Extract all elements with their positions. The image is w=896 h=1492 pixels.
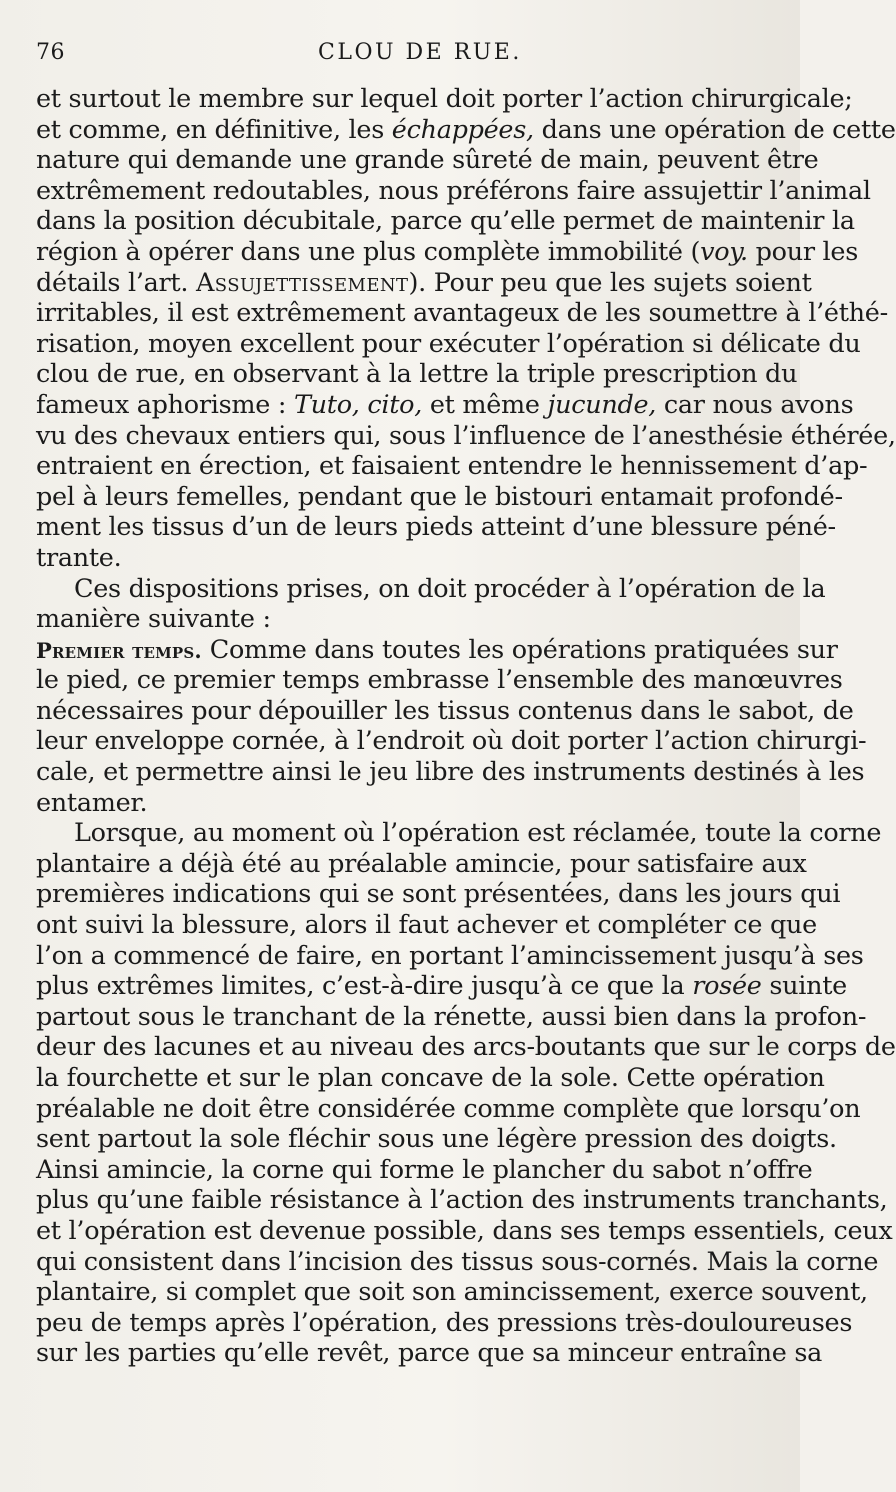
text-run: sur les parties qu’elle revêt, parce que sa minceur entraîne sa bbox=[36, 1338, 823, 1369]
text-run: et même bbox=[422, 389, 548, 420]
text-line bbox=[36, 114, 896, 146]
text-line bbox=[36, 1032, 896, 1063]
text-run: leur enveloppe cornée, à l’endroit où doit porter l’action chirurgi- bbox=[36, 726, 867, 757]
text-run: entraient en érection, et faisaient entendre le hennissement d’ap- bbox=[36, 451, 868, 482]
text-line bbox=[36, 451, 868, 482]
text-run: risation, moyen excellent pour exécuter l’opération si délicate du bbox=[36, 328, 861, 359]
running-title: CLOU DE RUE. bbox=[318, 40, 522, 65]
text-run: région à opérer dans une plus complète immobilité ( bbox=[36, 236, 701, 267]
text-line bbox=[36, 1307, 853, 1339]
text-line bbox=[36, 971, 847, 1002]
text-run: cale, et permettre ainsi le jeu libre des instruments destinés à les bbox=[36, 757, 865, 788]
text-line bbox=[36, 1277, 868, 1308]
text-run: plantaire, si complet que soit son amincissement, exerce souvent, bbox=[36, 1277, 868, 1308]
text-run: vu des chevaux entiers qui, sous l’influence de l’anesthésie éthérée, bbox=[36, 420, 896, 451]
text-run: et surtout le membre sur lequel doit porter l’action chirurgicale; bbox=[36, 84, 853, 114]
text-line bbox=[36, 695, 854, 727]
text-run: dans la position décubitale, parce qu’elle permet de maintenir la bbox=[36, 206, 855, 237]
text-run: préalable ne doit être considérée comme complète que lorsqu’on bbox=[36, 1093, 861, 1124]
text-run: peu de temps après l’opération, des pressions très-douloureuses bbox=[36, 1307, 853, 1338]
text-run: Lorsque, au moment où l’opération est réclamée, toute la corne bbox=[74, 818, 882, 849]
text-run: et l’opération est devenue possible, dans ses temps essentiels, ceux bbox=[36, 1215, 893, 1246]
italic-text: Tuto, cito, bbox=[293, 389, 423, 420]
text-run: et comme, en définitive, les bbox=[36, 114, 392, 145]
text-run: partout sous le tranchant de la rénette, aussi bien dans la profon- bbox=[36, 1001, 867, 1032]
text-run: Ainsi amincie, la corne qui forme le plancher du sabot n’offre bbox=[36, 1154, 813, 1185]
text-run: ment les tissus d’un de leurs pieds atteint d’une blessure péné- bbox=[36, 512, 836, 543]
text-line bbox=[36, 1063, 825, 1094]
text-run: entamer. bbox=[36, 787, 148, 818]
text-run: irritables, il est extrêmement avantageux de les soumettre à l’éthé- bbox=[36, 298, 888, 329]
text-line bbox=[36, 328, 861, 360]
text-run: extrêmement redoutables, nous préférons faire assujettir l’animal bbox=[36, 175, 871, 206]
text-run: trante. bbox=[36, 542, 122, 573]
page-header bbox=[36, 40, 786, 84]
text-line bbox=[36, 236, 858, 268]
text-line bbox=[36, 84, 853, 115]
text-run: Comme dans toutes les opérations pratiquées sur bbox=[201, 634, 838, 665]
text-line bbox=[36, 1001, 867, 1033]
text-run: qui consistent dans l’incision des tissus sous-cornés. Mais la corne bbox=[36, 1246, 879, 1277]
text-line bbox=[36, 1093, 861, 1125]
text-run: Ces dispositions prises, on doit procéder à l’opération de la bbox=[74, 573, 826, 604]
section-lead: Premier temps. bbox=[36, 637, 202, 663]
text-run: l’on a commencé de faire, en portant l’amincissement jusqu’à ses bbox=[36, 940, 864, 971]
text-run: suinte bbox=[761, 971, 847, 1002]
text-run: plus extrêmes limites, c’est-à-dire jusqu’à ce que la bbox=[36, 971, 693, 1002]
text-run: plantaire a déjà été au préalable amincie, pour satisfaire aux bbox=[36, 848, 807, 879]
text-run: fameux aphorisme : bbox=[36, 389, 294, 420]
text-line bbox=[36, 848, 807, 880]
text-line bbox=[36, 420, 896, 452]
text-run: deur des lacunes et au niveau des arcs-boutants que sur le corps de bbox=[36, 1032, 896, 1063]
text-run: le pied, ce premier temps embrasse l’ensemble des manœuvres bbox=[36, 665, 843, 696]
text-line bbox=[36, 1338, 823, 1369]
text-run: dans une opération de cette bbox=[533, 114, 896, 145]
small-caps-text: Assujettissement bbox=[195, 267, 409, 298]
text-line bbox=[36, 1185, 888, 1216]
text-run: détails l’art. bbox=[36, 267, 196, 298]
text-line bbox=[36, 910, 817, 941]
text-run: car nous avons bbox=[656, 389, 854, 420]
text-line bbox=[36, 879, 841, 910]
text-line bbox=[36, 206, 855, 237]
text-line bbox=[36, 818, 882, 849]
italic-text: échappées, bbox=[391, 114, 534, 145]
text-line bbox=[36, 757, 865, 788]
text-line bbox=[36, 298, 888, 329]
text-run: premières indications qui se sont présentées, dans les jours qui bbox=[36, 879, 841, 910]
page-number: 76 bbox=[36, 40, 65, 65]
text-line bbox=[36, 788, 786, 819]
text-run: ont suivi la blessure, alors il faut achever et compléter ce que bbox=[36, 910, 817, 941]
text-run: pel à leurs femelles, pendant que le bistouri entamait profondé- bbox=[36, 481, 843, 512]
text-line bbox=[36, 634, 838, 666]
text-run: nécessaires pour dépouiller les tissus contenus dans le sabot, de bbox=[36, 695, 854, 726]
text-run: pour les bbox=[747, 236, 858, 267]
text-run: manière suivante : bbox=[36, 604, 271, 635]
text-line bbox=[36, 604, 786, 635]
text-line bbox=[36, 665, 843, 696]
text-line bbox=[36, 543, 786, 574]
italic-text: voy. bbox=[700, 236, 748, 267]
text-line bbox=[36, 359, 798, 390]
text-line bbox=[36, 573, 826, 605]
text-run: sent partout la sole fléchir sous une légère pression des doigts. bbox=[36, 1124, 837, 1155]
text-run: plus qu’une faible résistance à l’action des instruments tranchants, bbox=[36, 1185, 888, 1216]
text-run: la fourchette et sur le plan concave de la sole. Cette opération bbox=[36, 1063, 825, 1093]
text-run: ). Pour peu que les sujets soient bbox=[408, 267, 812, 298]
text-line bbox=[36, 1246, 879, 1278]
text-run: nature qui demande une grande sûreté de main, peuvent être bbox=[36, 145, 819, 176]
text-line bbox=[36, 481, 843, 513]
italic-text: jucunde, bbox=[547, 389, 657, 420]
body-text bbox=[36, 84, 896, 1369]
text-line bbox=[36, 512, 836, 543]
text-line bbox=[36, 1215, 893, 1247]
text-line bbox=[36, 726, 867, 757]
text-line bbox=[36, 1154, 813, 1186]
text-line bbox=[36, 175, 871, 207]
text-line bbox=[36, 1124, 837, 1155]
text-line bbox=[36, 145, 819, 176]
text-line bbox=[36, 267, 812, 299]
text-line bbox=[36, 389, 854, 421]
italic-text: rosée bbox=[692, 971, 762, 1002]
text-run: clou de rue, en observant à la lettre la triple prescription du bbox=[36, 359, 798, 390]
text-line bbox=[36, 940, 864, 972]
